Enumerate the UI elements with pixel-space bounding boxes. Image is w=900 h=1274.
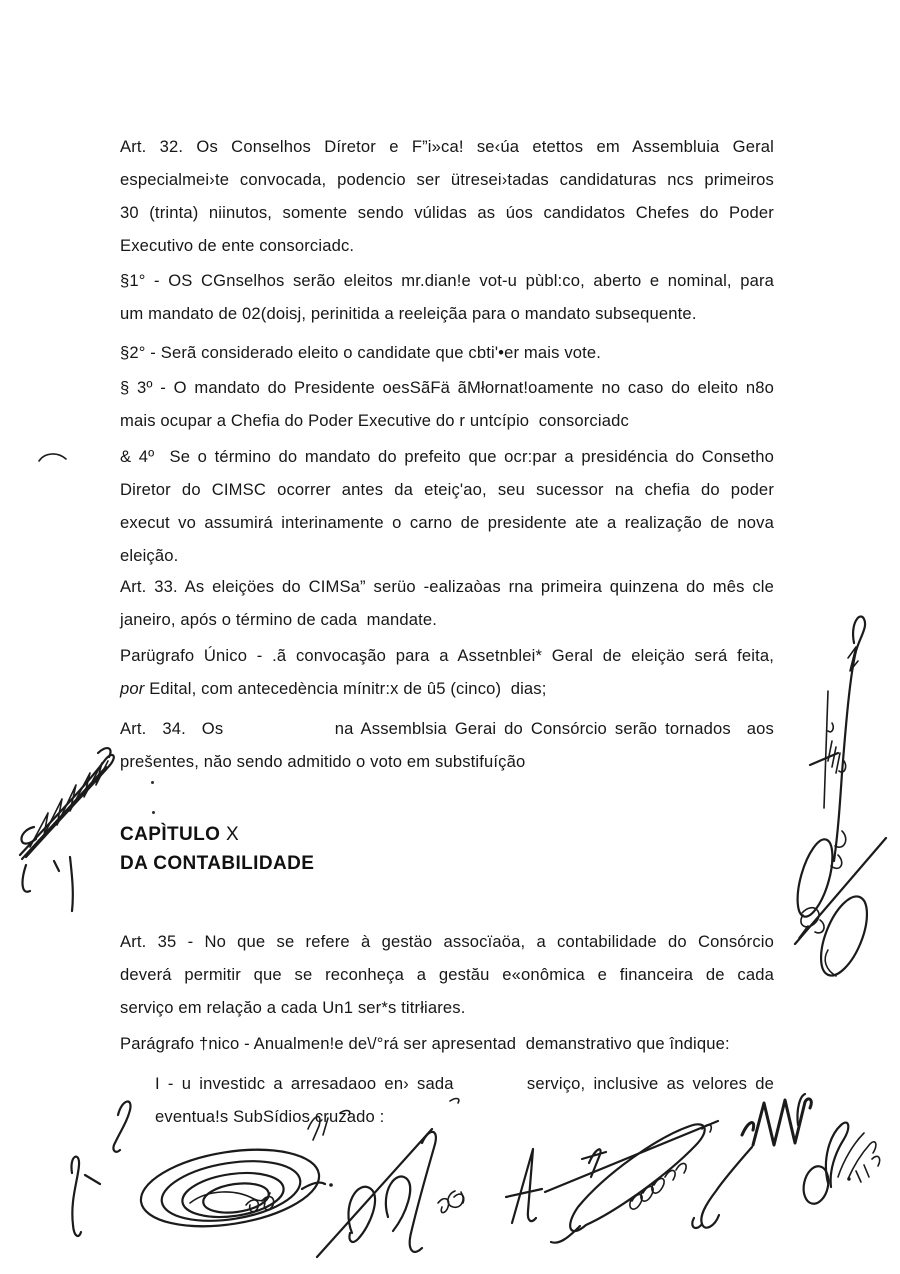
ink-dot <box>152 811 155 814</box>
ink-dot <box>151 781 154 784</box>
text-line: um mandato de 02(doisj, perinitida a reeleiçãa para o mandato subsequente. <box>120 304 697 323</box>
text-line: §2° - Serã considerado eleito o candidate que cbti'•er mais vote. <box>120 343 602 362</box>
signature-right-loops <box>782 828 900 980</box>
text-line: Parágrafo †nico - Anualmen!e de\/°rá ser apresentad demanstrativo que îndique: <box>120 1034 730 1053</box>
margin-tilde-mark <box>36 449 70 467</box>
text-line: janeiro, após o término de cada mandate. <box>120 610 438 629</box>
paragrafo-unico-eleicao <box>120 639 774 705</box>
paragraph-4 <box>120 440 774 572</box>
text-line: Art. 33. As eleiçöes do CIMSa” serüo -ealizaòas rna primeira quinzena do mês cle <box>120 577 774 596</box>
chapter-heading <box>120 820 314 878</box>
italic-word-por: por <box>120 679 145 698</box>
article-33-paragraph <box>120 570 774 636</box>
chapter-number: X <box>220 824 240 845</box>
signature-bottom-7 <box>797 1094 879 1206</box>
chapter-subtitle-line: DA CONTABILIDADE <box>120 853 315 874</box>
text-line: 30 (trinta) niinutos, somente sendo vúlidas as úos candidatos Chefes do Poder <box>120 203 774 222</box>
article-32-paragraph <box>120 130 774 262</box>
text-line: § 3º - O mandato do Presidente oesSãFä ãMłornat!oamente no caso do eleito n8o <box>120 378 774 397</box>
signature-bottom-3 <box>308 1099 464 1257</box>
text-line: especialmei›te convocada, podencio ser ütresei›tadas candidaturas ncs primeiros <box>120 170 774 189</box>
chapter-title-line: CAPÌTULO X <box>120 824 240 845</box>
text-line: deverá permitir que se reconheça a gestău e«onômica e financeira de cada <box>120 965 774 984</box>
text-line: execut vo assumirá interinamente o carno de presidente ate a realização de nova <box>120 513 774 532</box>
text-line: eventua!s SubSídios cruzado : <box>155 1107 385 1126</box>
text-line: & 4º Se o término do mandato do prefeito que ocr:par a presidéncia do Consetho <box>120 447 774 466</box>
text-line: Art. 32. Os Conselhos Díretor e F”i»ca! se‹úa etettos em Assembluia Geral <box>120 137 774 156</box>
signature-row <box>40 1085 890 1274</box>
text-line: Diretor do CIMSC ocorrer antes da eteiç'ao, seu sucessor na chefia do poder <box>120 480 774 499</box>
text-line: prešentes, năo sendo admitido o voto em substifuíção <box>120 752 526 771</box>
signature-bottom-1 <box>71 1101 130 1236</box>
signature-left-margin <box>10 735 130 917</box>
text-line: Art. 34. Os na Assemblsia Gerai do Consórcio serão tornados aos <box>120 719 774 738</box>
text-line: serviço em relaçăo a cada Un1 ser*s titrłiares. <box>120 998 466 1017</box>
paragrafo-unico-anual <box>120 1027 774 1060</box>
text-line: Art. 35 - No que se refere à gestäo assocïaöa, a contabilidade do Consórcio <box>120 932 774 951</box>
text-line: por Edital, com antecedència mínitr:x de û5 (cinco) dias; <box>120 679 547 698</box>
text-line: mais ocupar a Chefia do Poder Executive do r untcípio consorciadc <box>120 411 629 430</box>
text-line: Parügrafo Único - .ã convocaşão para a Assetnblei* Geral de eleiçäo será feita, <box>120 646 774 665</box>
article-35-paragraph <box>120 925 774 1024</box>
signature-bottom-6 <box>692 1099 811 1228</box>
paragraph-1 <box>120 264 774 330</box>
text-line: §1° - OS CGnselhos serão eleitos mr.dian!e vot-u pùbl:co, aberto e nominal, para <box>120 271 774 290</box>
text-line: Executivo de ente consorciadc. <box>120 236 355 255</box>
text-line: eleição. <box>120 546 179 565</box>
paragraph-2 <box>120 336 774 369</box>
signature-bottom-2-ovals <box>135 1138 332 1237</box>
paragraph-3 <box>120 371 774 437</box>
signature-bottom-4 <box>506 1149 542 1223</box>
article-34-paragraph <box>120 712 774 778</box>
text-line: I - u investidc a arresadaoo en› sada serviço, inclusive as velores de <box>155 1074 774 1093</box>
